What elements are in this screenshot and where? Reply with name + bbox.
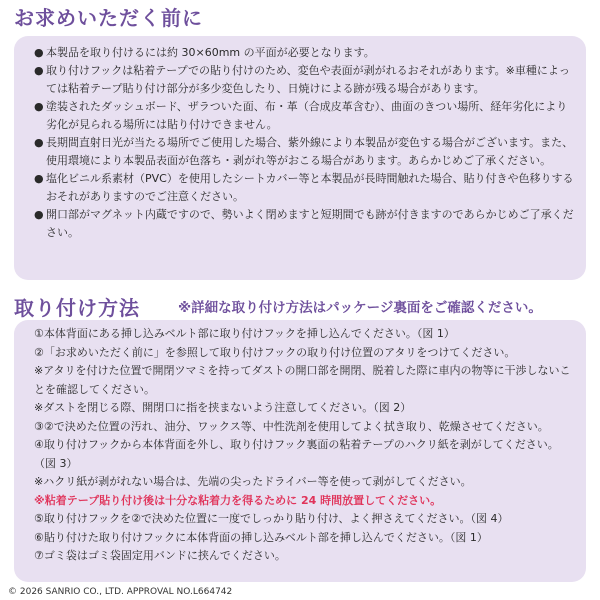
caution-item: ● 長期間直射日光が当たる場所でご使用した場合、紫外線により本製品が変色する場合がございます。また、使用環境により本製品表面が色落ち・剥がれ等がおこる場合があります。あらかじめご了承ください。: [34, 136, 574, 167]
step-item: ⑤取り付けフックを②で決めた位置に一度でしっかり貼り付け、よく押さえてください。（図 4）: [34, 512, 509, 525]
caution-item: ● 塩化ビニル系素材（PVC）を使用したシートカバー等と本製品が長時間触れた場合、貼り付きや色移りするおそれがありますのでご注意ください。: [34, 172, 574, 203]
copyright-footer: © 2026 SANRIO CO., LTD. APPROVAL NO.L664742: [8, 587, 233, 597]
section-title-installation: 取り付け方法: [14, 296, 140, 320]
step-list: [34, 325, 574, 566]
caution-list: [34, 44, 574, 242]
step-item: ⑥貼り付けた取り付けフックに本体背面の挿し込みベルト部を挿し込んでください。（図 1）: [34, 530, 488, 544]
caution-panel: [14, 36, 586, 280]
installation-note: ※詳細な取り付け方法はパッケージ裏面をご確認ください。: [178, 300, 542, 316]
caution-item: ● 塗装されたダッシュボード、ザラついた面、布・革（合成皮革含む）、曲面のきつい場所、経年劣化により劣化が見られる場所には貼り付けできません。: [34, 100, 568, 131]
bullet-icon: ●: [34, 136, 44, 149]
step-item: ※アタリを付けた位置で開閉ツマミを持ってダストの開口部を開閉、脱着した際に車内の物等に干渉しないことを確認してください。: [34, 364, 571, 396]
step-item: ③②で決めた位置の汚れ、油分、ワックス等、中性洗剤を使用してよく拭き取り、乾燥させてください。: [34, 419, 549, 433]
caution-item: ● 開口部がマグネット内蔵ですので、勢いよく閉めますと短期間でも跡が付きますのであらかじめご了承ください。: [34, 208, 574, 239]
bullet-icon: ●: [34, 208, 44, 221]
caution-item: ● 取り付けフックは粘着テープでの貼り付けのため、変色や表面が剥がれるおそれがあります。※車種によっては粘着テープ貼り付け部分が多少変色したり、日焼けによる跡が残る場合があります。: [34, 64, 570, 95]
bullet-icon: ●: [34, 100, 44, 113]
caution-item: ● 本製品を取り付けるには約 30×60mm の平面が必要となります。: [34, 44, 574, 62]
step-item: ④取り付けフックから本体背面を外し、取り付けフック裏面の粘着テープのハクリ紙を剥がしてください。（図 3）: [34, 438, 559, 470]
step-item: ②「お求めいただく前に」を参照して取り付けフックの取り付け位置のアタリをつけてください。: [34, 345, 516, 359]
step-item: ①本体背面にある挿し込みベルト部に取り付けフックを挿し込んでください。（図 1）: [34, 327, 455, 340]
section-title-before-purchase: お求めいただく前に: [14, 6, 203, 30]
installation-panel: [14, 320, 586, 582]
bullet-icon: ●: [34, 46, 44, 59]
step-warning: ※粘着テープ貼り付け後は十分な粘着力を得るために 24 時間放置してください。: [34, 493, 442, 507]
step-item: ※ダストを閉じる際、開閉口に指を挟まないよう注意してください。（図 2）: [34, 401, 412, 414]
step-item: ⑦ゴミ袋はゴミ袋固定用バンドに挟んでください。: [34, 549, 286, 562]
step-item: ※ハクリ紙が剥がれない場合は、先端の尖ったドライバー等を使って剥がしてください。: [34, 475, 472, 488]
bullet-icon: ●: [34, 172, 44, 185]
bullet-icon: ●: [34, 64, 44, 77]
